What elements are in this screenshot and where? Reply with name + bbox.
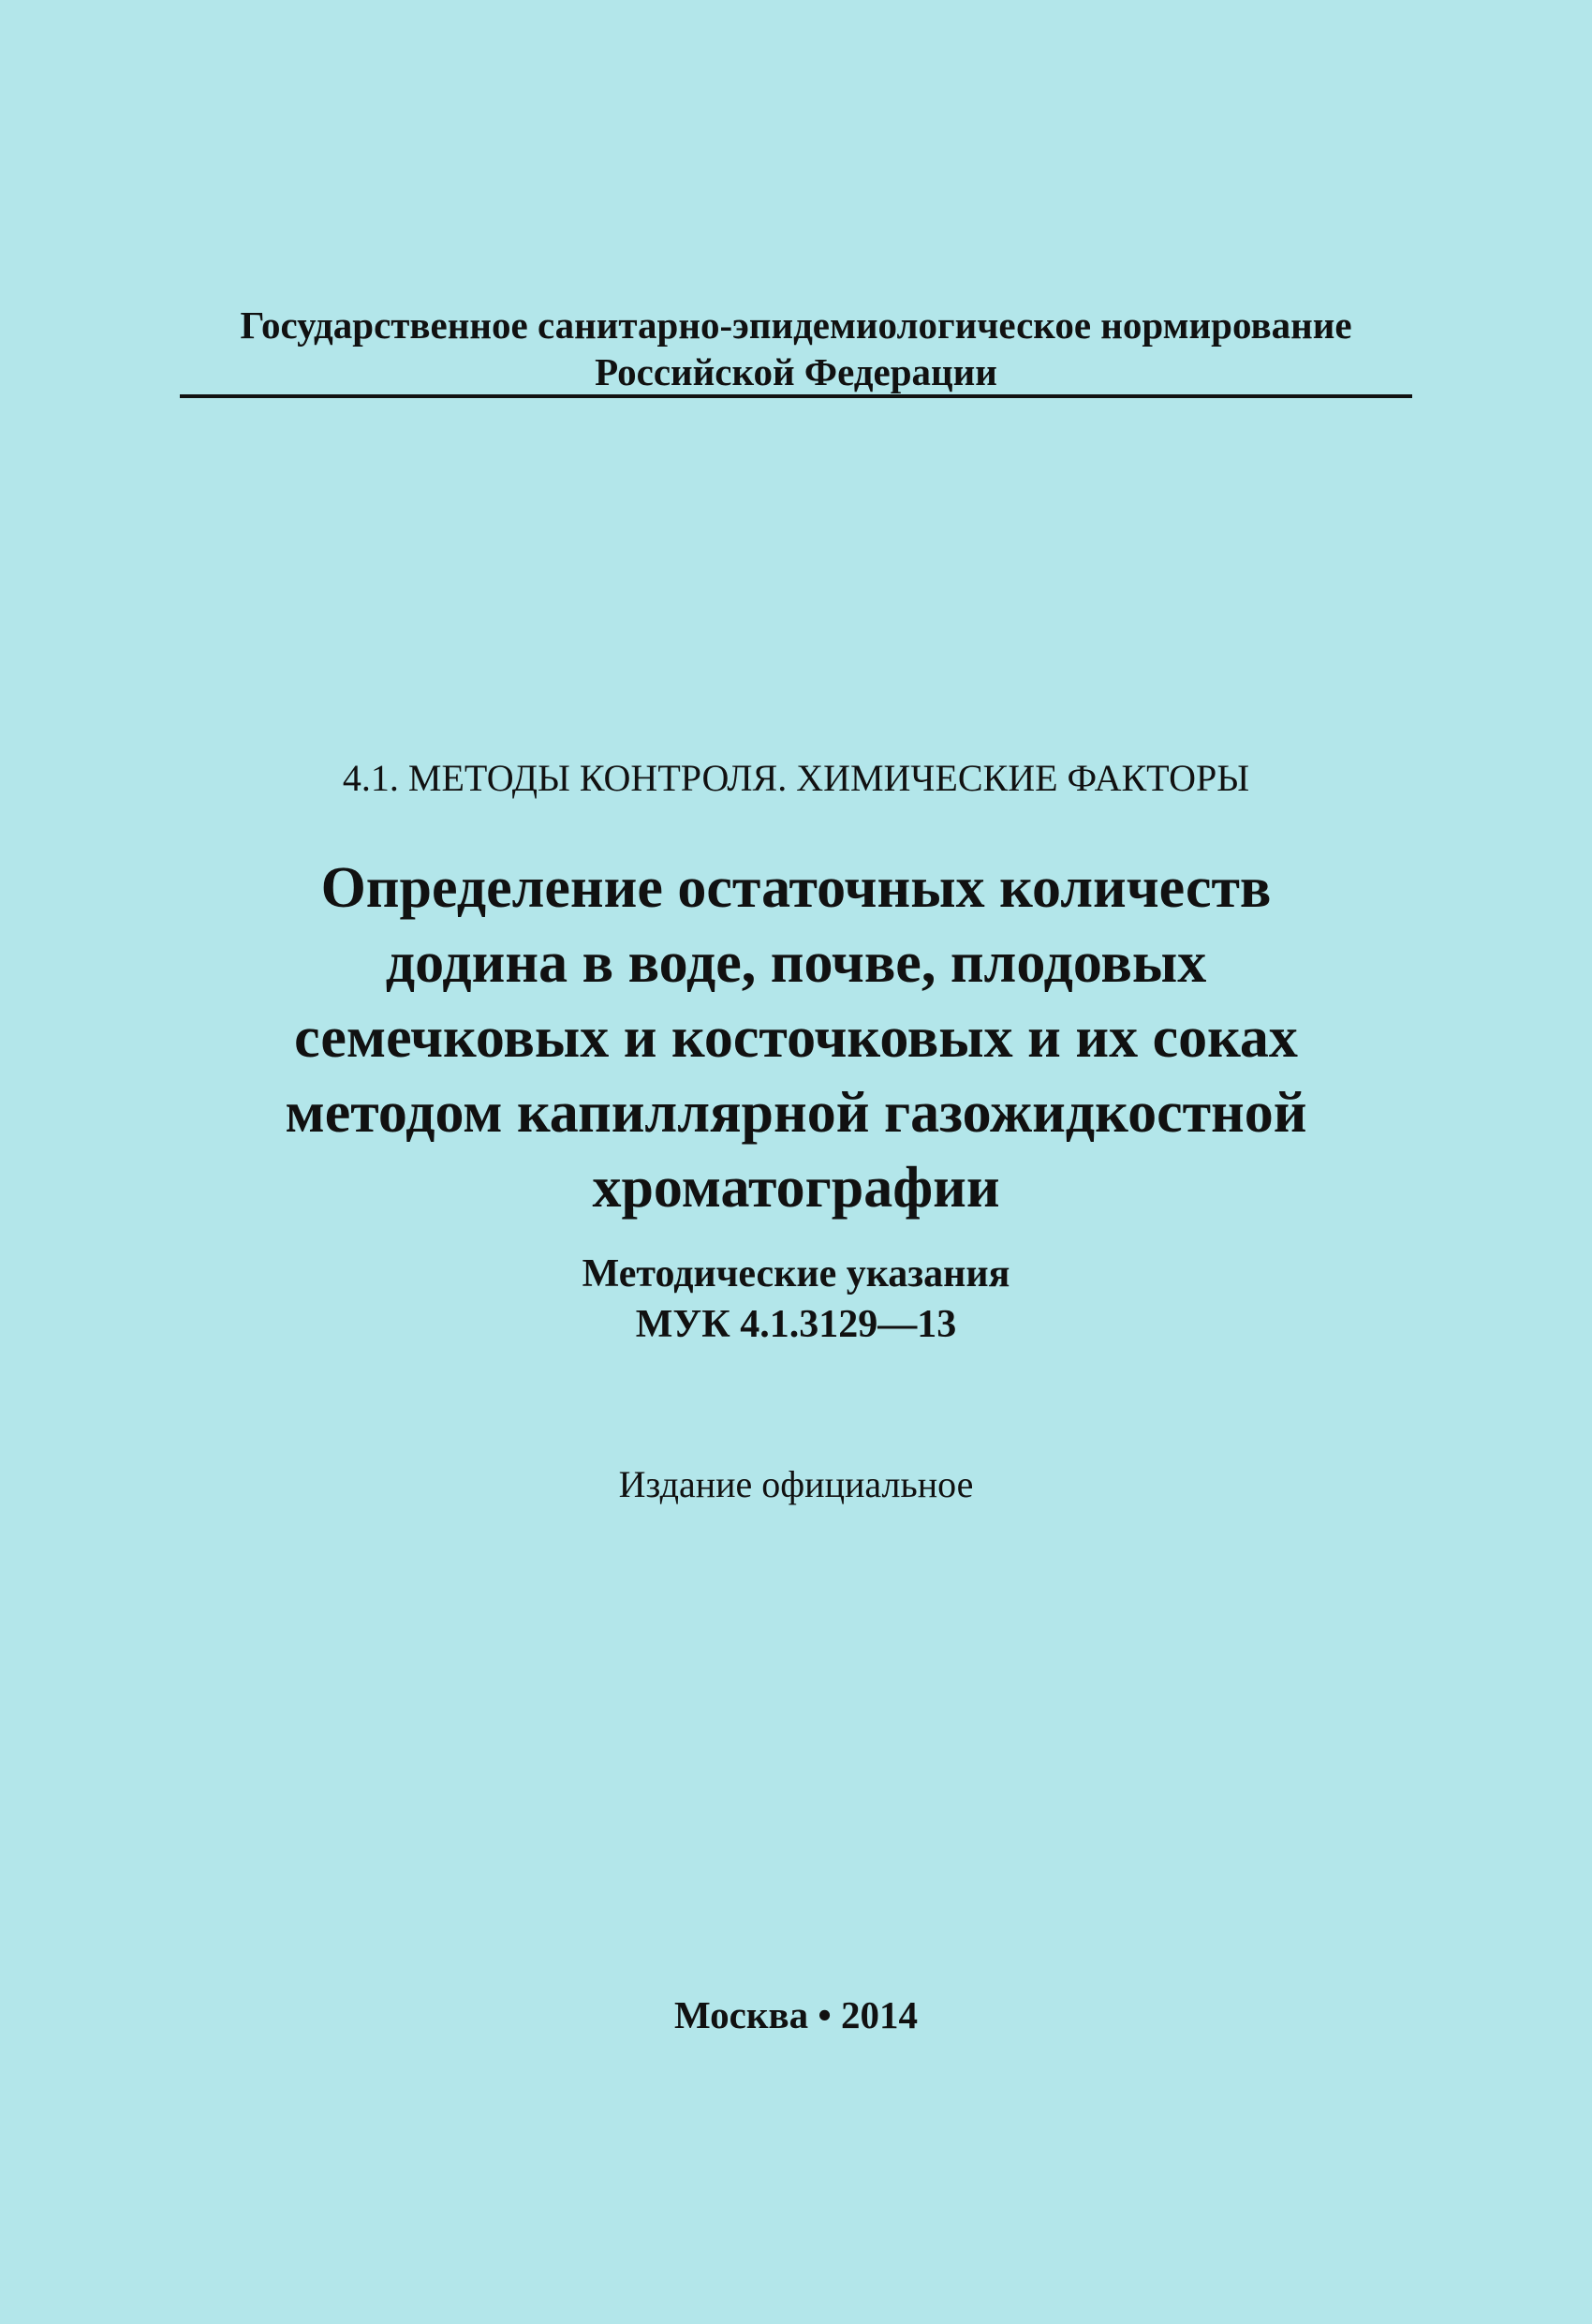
document-number: МУК 4.1.3129—13	[635, 1303, 957, 1346]
title-line-5: хроматографии	[592, 1156, 1000, 1220]
issuer-line-1: Государственное санитарно-эпидемиологическое нормирование	[240, 303, 1352, 347]
imprint: Москва • 2014	[674, 1993, 918, 2036]
series-heading: 4.1. МЕТОДЫ КОНТРОЛЯ. ХИМИЧЕСКИЕ ФАКТОРЫ	[342, 757, 1250, 799]
title-line-2: додина в воде, почве, плодовых	[385, 931, 1207, 995]
title-line-1: Определение остаточных количеств	[320, 856, 1272, 920]
title-line-4: методом капиллярной газожидкостной	[285, 1081, 1307, 1145]
title-line-3: семечковых и косточковых и их соках	[294, 1006, 1298, 1070]
document-title	[0, 851, 1592, 1225]
document-type-label: Методические указания	[582, 1252, 1010, 1295]
header-divider	[180, 394, 1412, 398]
edition-note: Издание официальное	[618, 1463, 974, 1505]
issuer-header	[0, 302, 1592, 395]
issuer-line-2: Российской Федерации	[595, 350, 997, 393]
document-type	[0, 1249, 1592, 1350]
